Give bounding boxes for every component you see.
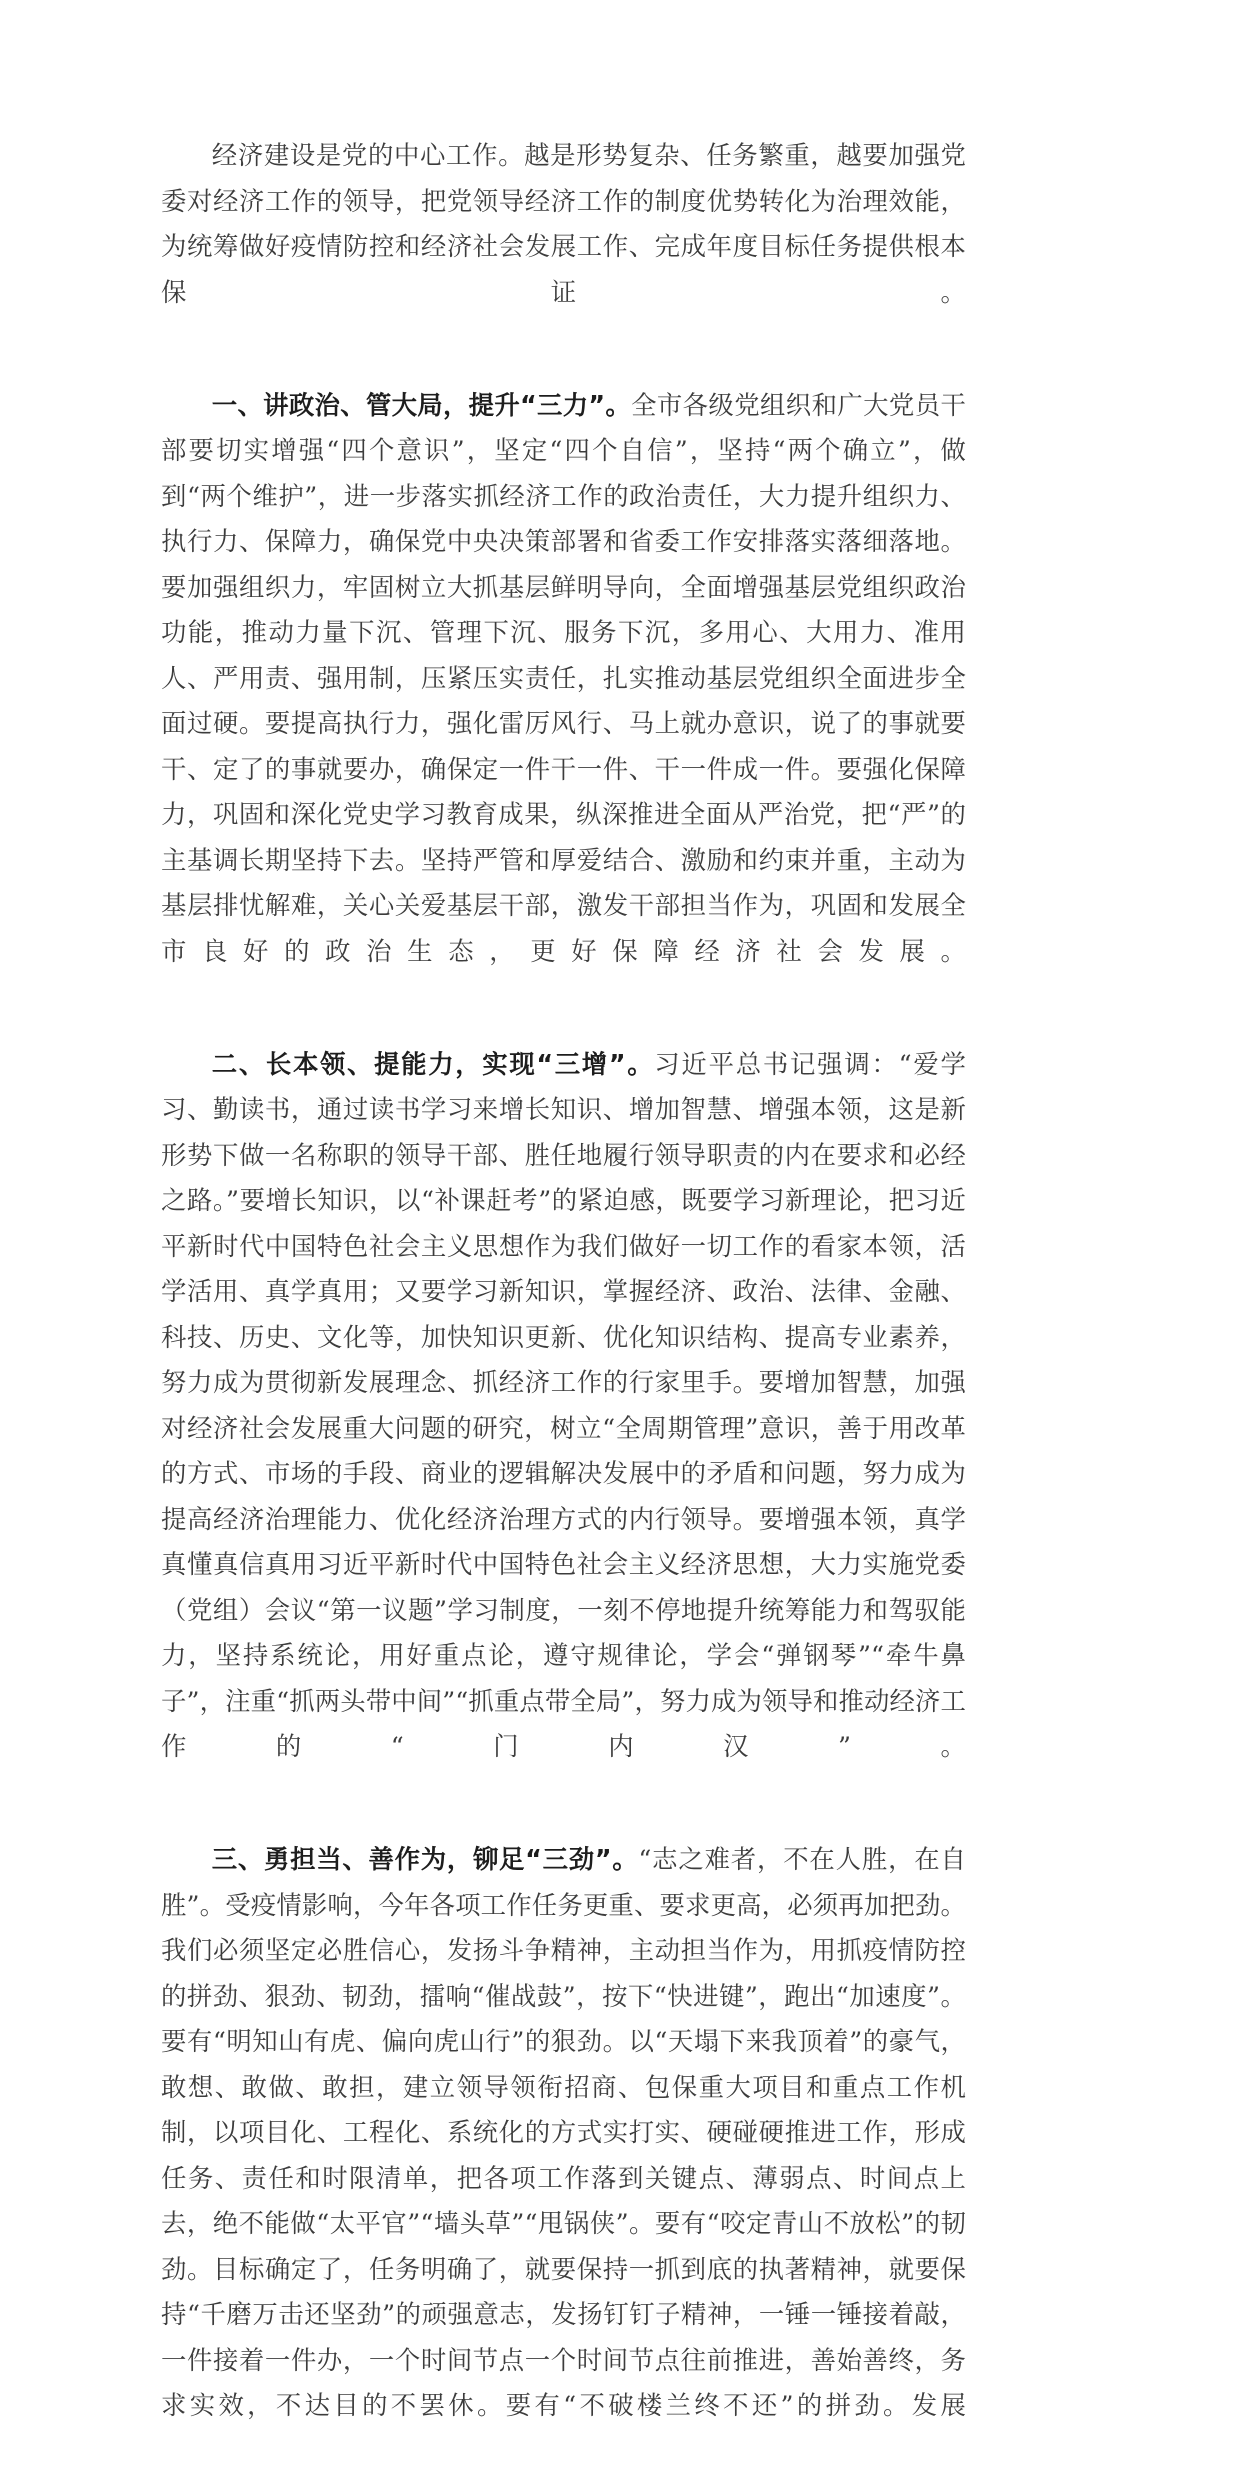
section-one-text: 全市各级党组织和广大党员干部要切实增强“四个意识”，坚定“四个自信”，坚持“两个确立”，做到“两个维护”，进一步落实抓经济工作的政治责任，大力提升组织力、执行力、保障力，确保党中央决策部署和省委工作安排落实落细落地。要加强组织力，牢固树立大抓基层鲜明导向，全面增强基层党组织政治功能，推动力量下沉、管理下沉、服务下沉，多用心、大用力、准用人、严用责、强用制，压紧压实责任，扎实推动基层党组织全面进步全面过硬。要提高执行力，强化雷厉风行、马上就办意识，说了的事就要干、定了的事就要办，确保定一件干一件、干一件成一件。要强化保障力，巩固和深化党史学习教育成果，纵深推进全面从严治党，把“严”的主基调长期坚持下去。坚持严管和厚爱结合、激励和约束并重，主动为基层排忧解难，关心关爱基层干部，激发干部担当作为，巩固和发展全市良好的政治生态，更好保障经济社会发展。 <box>161 389 966 966</box>
section-one-heading: 一、讲政治、管大局，提升“三力”。 <box>211 389 632 420</box>
paragraph-intro-text: 经济建设是党的中心工作。越是形势复杂、任务繁重，越要加强党委对经济工作的领导，把党领导经济工作的制度优势转化为治理效能，为统筹做好疫情防控和经济社会发展工作、完成年度目标任务提供根本保证。 <box>161 140 966 307</box>
section-three-heading: 三、勇担当、善作为，铆足“三劲”。 <box>211 1844 639 1874</box>
paragraph-section-one <box>161 383 966 1020</box>
section-two-text: 习近平总书记强调：“爱学习、勤读书，通过读书学习来增长知识、增加智慧、增强本领，这是新形势下做一名称职的领导干部、胜任地履行领导职责的内在要求和必经之路。”要增长知识，以“补课赶考”的紧迫感，既要学习新理论，把习近平新时代中国特色社会主义思想作为我们做好一切工作的看家本领，活学活用、真学真用；又要学习新知识，掌握经济、政治、法律、金融、科技、历史、文化等，加快知识更新、优化知识结构、提高专业素养，努力成为贯彻新发展理念、抓经济工作的行家里手。要增加智慧，加强对经济社会发展重大问题的研究，树立“全周期管理”意识，善于用改革的方式、市场的手段、商业的逻辑解决发展中的矛盾和问题，努力成为提高经济治理能力、优化经济治理方式的内行领导。要增强本领，真学真懂真信真用习近平新时代中国特色社会主义经济思想，大力实施党委（党组）会议“第一议题”学习制度，一刻不停地提升统筹能力和驾驭能力，坚持系统论，用好重点论，遵守规律论，学会“弹钢琴”“牵牛鼻子”，注重“抓两头带中间”“抓重点带全局”，努力成为领导和推动经济工作的“门内汉”。 <box>161 1048 967 1761</box>
paragraph-intro <box>161 133 966 361</box>
paragraph-section-three <box>161 1837 966 2474</box>
paragraph-section-two <box>161 1042 966 1816</box>
section-two-heading: 二、长本领、提能力，实现“三增”。 <box>211 1048 655 1079</box>
document-body <box>161 133 966 2474</box>
section-three-text: “志之难者，不在人胜，在自胜”。受疫情影响，今年各项工作任务更重、要求更高，必须再加把劲。我们必须坚定必胜信心，发扬斗争精神，主动担当作为，用抓疫情防控的拼劲、狠劲、韧劲，擂响“催战鼓”，按下“快进键”，跑出“加速度”。要有“明知山有虎、偏向虎山行”的狠劲。以“天塌下来我顶着”的豪气，敢想、敢做、敢担，建立领导领衔招商、包保重大项目和重点工作机制，以项目化、工程化、系统化的方式实打实、硬碰硬推进工作，形成任务、责任和时限清单，把各项工作落到关键点、薄弱点、时间点上去，绝不能做“太平官”“墙头草”“甩锅侠”。要有“咬定青山不放松”的韧劲。目标确定了，任务明确了，就要保持一抓到底的执著精神，就要保持“千磨万击还坚劲”的顽强意志，发扬钉钉子精神，一锤一锤接着敲，一件接着一件办，一个时间节点一个时间节点往前推进，善始善终，务求实效，不达目的不罢休。要有“不破楼兰终不还”的拼劲。发展 <box>161 1844 967 2420</box>
